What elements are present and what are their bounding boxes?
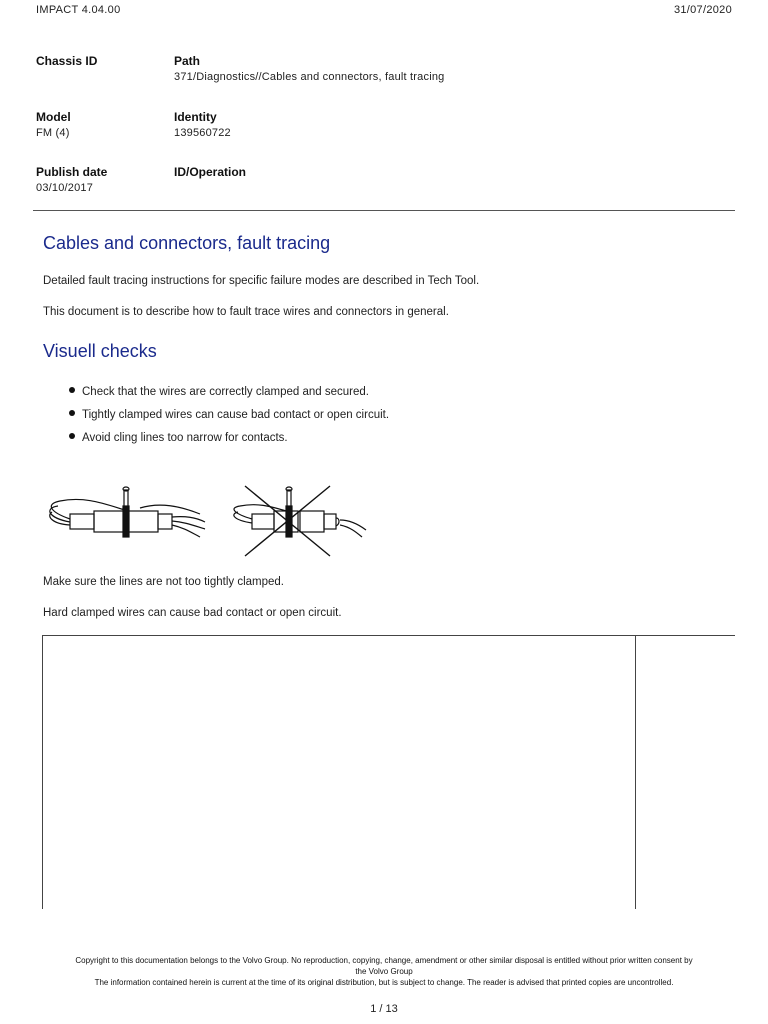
correct-clamp-figure xyxy=(50,487,205,537)
copyright-notice xyxy=(30,955,738,988)
app-version: IMPACT 4.04.00 xyxy=(36,4,121,16)
incorrect-clamp-wires xyxy=(340,484,380,564)
chassis-id-label: Chassis ID xyxy=(36,54,98,68)
list-item-text: Tightly clamped wires can cause bad contact or open circuit. xyxy=(82,409,390,421)
publish-date-value: 03/10/2017 xyxy=(36,182,94,194)
model-label: Model xyxy=(36,110,71,124)
print-date: 31/07/2020 xyxy=(673,4,732,16)
caption-paragraph-1: Make sure the lines are not too tightly clamped. xyxy=(43,576,284,588)
list-item xyxy=(68,408,389,431)
path-value: 371/Diagnostics//Cables and connectors, fault tracing xyxy=(174,71,445,83)
table-left-border xyxy=(42,636,43,909)
identity-value: 139560722 xyxy=(174,127,231,139)
caption-paragraph-2: Hard clamped wires can cause bad contact or open circuit. xyxy=(43,607,342,619)
table-column-divider xyxy=(635,636,636,909)
path-label: Path xyxy=(174,54,201,68)
clamping-illustration xyxy=(40,484,340,564)
list-item xyxy=(68,431,389,454)
bullet-icon xyxy=(69,433,75,439)
model-value: FM (4) xyxy=(36,127,70,139)
bullet-icon xyxy=(69,410,75,416)
id-operation-label: ID/Operation xyxy=(174,165,247,179)
publish-date-label: Publish date xyxy=(36,165,108,179)
list-item-text: Avoid cling lines too narrow for contacts. xyxy=(82,432,288,444)
header-divider xyxy=(33,210,735,211)
list-item-text: Check that the wires are correctly clamped and secured. xyxy=(82,386,369,398)
incorrect-clamp-figure xyxy=(234,486,339,556)
distribution-notice: The information contained herein is current at the time of its original distribution, but is subject to change. The reader is advised that printed copies are uncontrolled. xyxy=(94,978,674,987)
intro-paragraph-1: Detailed fault tracing instructions for specific failure modes are described in Tech Tool. xyxy=(43,275,480,287)
bullet-icon xyxy=(69,387,75,393)
intro-paragraph-2: This document is to describe how to fault trace wires and connectors in general. xyxy=(43,306,449,318)
section-title: Visuell checks xyxy=(43,341,157,361)
document-title: Cables and connectors, fault tracing xyxy=(43,233,331,253)
page-number: 1 / 13 xyxy=(370,1003,398,1015)
identity-label: Identity xyxy=(174,110,217,124)
check-list xyxy=(68,385,389,454)
list-item xyxy=(68,385,389,408)
copyright-line-2: the Volvo Group xyxy=(355,967,413,976)
content-table xyxy=(42,635,735,909)
copyright-line-1: Copyright to this documentation belongs to the Volvo Group. No reproduction, copying, change, amendment or other similar disposal is entitled without prior written consent by xyxy=(75,956,693,965)
